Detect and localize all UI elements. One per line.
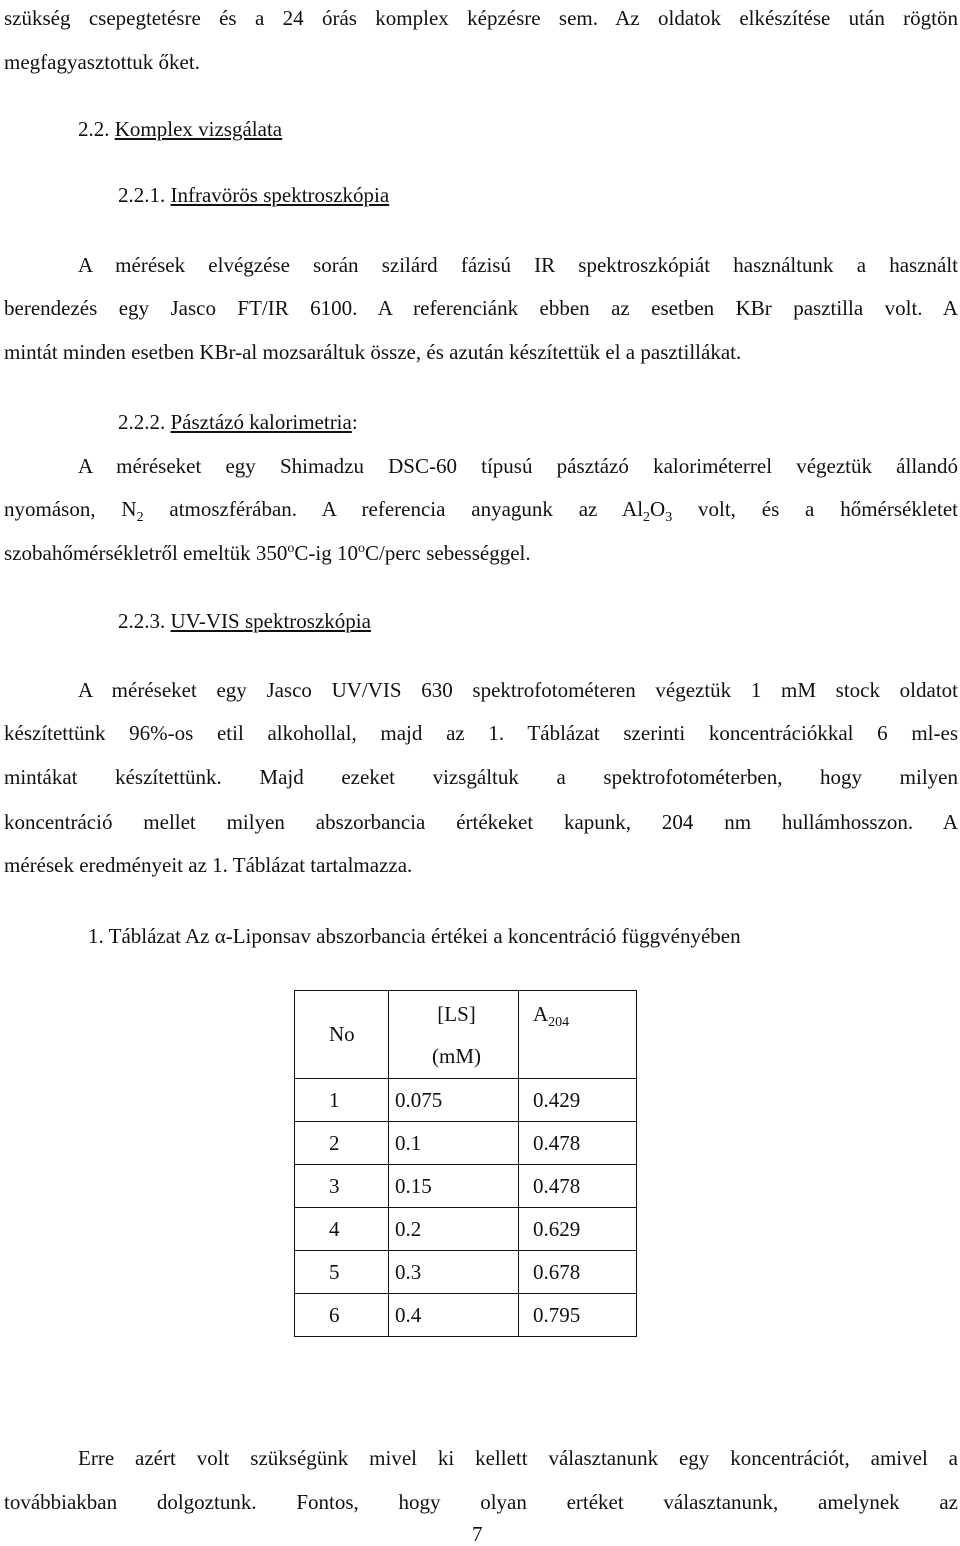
text-run: C-ig 10	[294, 541, 359, 565]
cell-ls: 0.075	[389, 1079, 519, 1122]
superscript: o	[287, 541, 295, 556]
section-number: 2.2.3.	[118, 609, 166, 633]
superscript: o	[358, 541, 366, 556]
table-caption: 1. Táblázat Az α-Liponsav abszorbancia értékei a koncentráció függvényében	[88, 924, 741, 948]
paragraph-line: A méréseket egy Jasco UV/VIS 630 spektrofotométeren végeztük 1 mM stock oldatot	[78, 678, 958, 702]
paragraph-line: berendezés egy Jasco FT/IR 6100. A referenciánk ebben az esetben KBr pasztilla volt. A	[4, 296, 958, 320]
section-heading-2-2	[78, 117, 958, 141]
table-header-row	[295, 991, 637, 1079]
table-row	[295, 1079, 637, 1122]
section-heading-2-2-2	[118, 410, 960, 434]
paragraph-line	[4, 497, 958, 526]
cell-a: 0.678	[519, 1251, 637, 1294]
header-no: No	[295, 991, 389, 1079]
cell-a: 0.429	[519, 1079, 637, 1122]
paragraph-line: mintát minden esetben KBr-al mozsaráltuk össze, és azután készítettük el a pasztillákat.	[4, 340, 742, 364]
paragraph-line: készítettünk 96%-os etil alkohollal, majd az 1. Táblázat szerinti koncentrációkkal 6 ml-es	[4, 721, 958, 745]
section-heading-2-2-1	[118, 183, 960, 207]
cell-no: 5	[295, 1251, 389, 1294]
heading-colon: :	[351, 410, 358, 434]
header-ls-line2: (mM)	[432, 1043, 481, 1068]
cell-a: 0.629	[519, 1208, 637, 1251]
paragraph-line: mintákat készítettünk. Majd ezeket vizsgáltuk a spektrofotométerben, hogy milyen	[4, 765, 958, 789]
header-a204	[519, 991, 637, 1079]
cell-ls: 0.1	[389, 1122, 519, 1165]
paragraph-line: mérések eredményeit az 1. Táblázat tartalmazza.	[4, 853, 413, 877]
cell-a: 0.795	[519, 1294, 637, 1337]
paragraph-line: szükség csepegtetésre és a 24 órás komplex képzésre sem. Az oldatok elkészítése után rögtön	[4, 6, 958, 30]
section-number: 2.2.	[78, 117, 110, 141]
absorbance-table	[294, 990, 637, 1337]
text-run: atmoszférában. A referencia anyagunk az Al	[143, 497, 644, 521]
section-number: 2.2.2.	[118, 410, 166, 434]
cell-no: 3	[295, 1165, 389, 1208]
paragraph-line: A méréseket egy Shimadzu DSC-60 típusú pásztázó kaloriméterrel végeztük állandó	[78, 454, 958, 478]
table-row	[295, 1294, 637, 1337]
section-number: 2.2.1.	[118, 183, 166, 207]
subscript: 2	[136, 510, 144, 526]
cell-no: 6	[295, 1294, 389, 1337]
paragraph-line: Erre azért volt szükségünk mivel ki kellett választanunk egy koncentrációt, amivel a	[78, 1446, 958, 1470]
text-run: O	[650, 497, 666, 521]
section-title: Pásztázó kalorimetria	[170, 410, 352, 434]
page-number: 7	[472, 1522, 483, 1546]
table-row	[295, 1165, 637, 1208]
section-heading-2-2-3	[118, 609, 960, 633]
cell-no: 1	[295, 1079, 389, 1122]
table-row	[295, 1208, 637, 1251]
text-run: nyomáson, N	[4, 497, 137, 521]
cell-no: 4	[295, 1208, 389, 1251]
text-run: volt, és a hőmérsékletet	[672, 497, 958, 521]
text-run: C/perc sebességgel.	[365, 541, 531, 565]
subscript: 2	[643, 510, 651, 526]
section-title: UV-VIS spektroszkópia	[170, 609, 371, 633]
cell-a: 0.478	[519, 1165, 637, 1208]
cell-ls: 0.15	[389, 1165, 519, 1208]
header-ls-line1: [LS]	[437, 1001, 476, 1026]
paragraph-line: megfagyasztottuk őket.	[4, 50, 200, 74]
paragraph-line: A mérések elvégzése során szilárd fázisú IR spektroszkópiát használtunk a használt	[78, 253, 958, 277]
cell-a: 0.478	[519, 1122, 637, 1165]
cell-ls: 0.3	[389, 1251, 519, 1294]
header-a: A	[533, 1002, 549, 1026]
cell-ls: 0.4	[389, 1294, 519, 1337]
cell-ls: 0.2	[389, 1208, 519, 1251]
header-a-subscript: 204	[548, 1015, 570, 1031]
cell-no: 2	[295, 1122, 389, 1165]
header-ls	[389, 991, 519, 1079]
section-title: Komplex vizsgálata	[114, 117, 283, 141]
table-row	[295, 1251, 637, 1294]
paragraph-line	[4, 541, 958, 565]
subscript: 3	[665, 510, 673, 526]
text-run: szobahőmérsékletről emeltük 350	[4, 541, 288, 565]
section-title: Infravörös spektroszkópia	[170, 183, 390, 207]
paragraph-line: továbbiakban dolgoztunk. Fontos, hogy olyan ertéket választanunk, amelynek az	[4, 1490, 958, 1514]
table-row	[295, 1122, 637, 1165]
paragraph-line: koncentráció mellet milyen abszorbancia értékeket kapunk, 204 nm hullámhosszon. A	[4, 810, 958, 834]
